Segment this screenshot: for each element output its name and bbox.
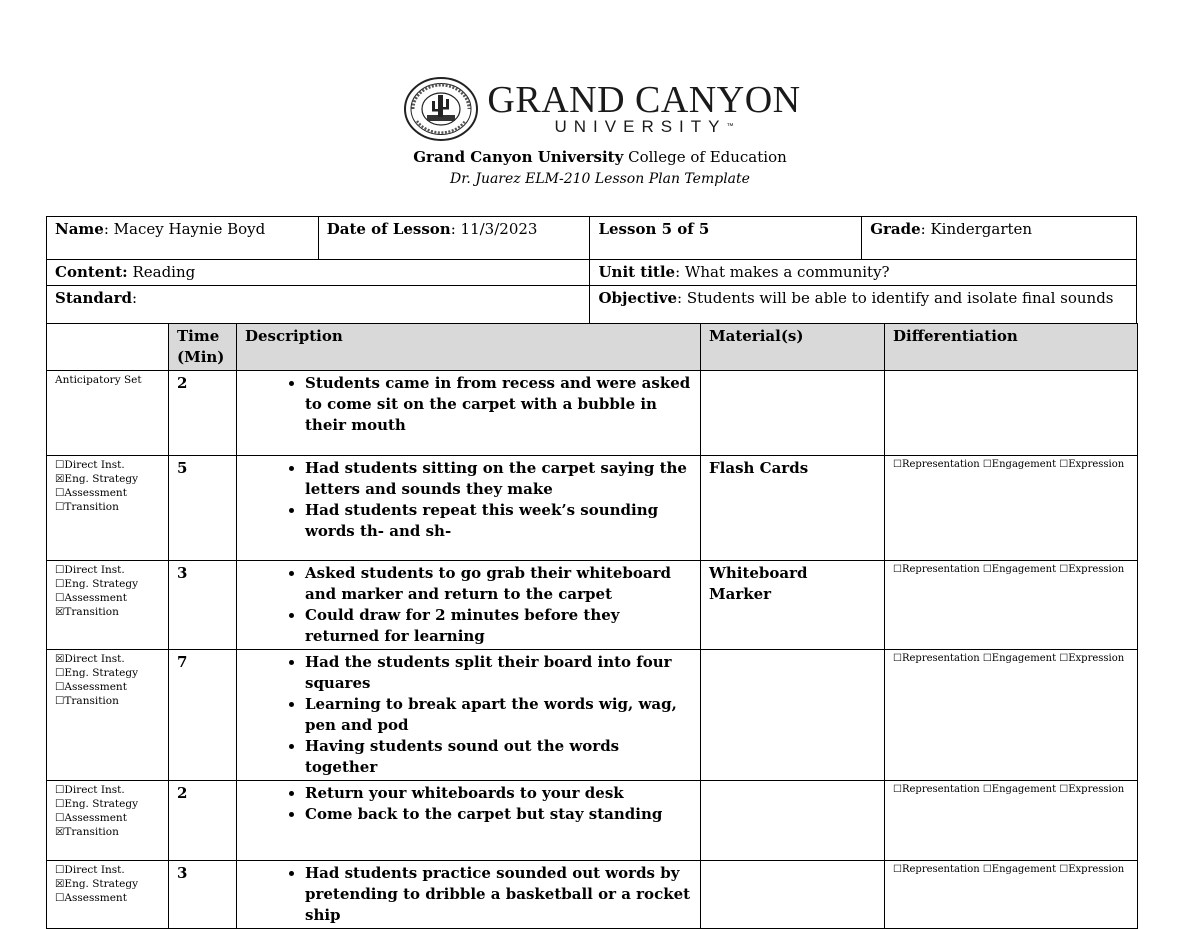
description-item: • Having students sound out the words together [305,736,692,778]
college-line: Grand Canyon University College of Education [413,148,787,166]
materials-cell [701,861,885,929]
description-item: • Students came in from recess and were asked to come sit on the carpet with a bubble in their mouth [305,373,692,436]
description-cell [237,861,701,929]
university-logo [4,78,1200,140]
description-item: • Learning to break apart the words wig, wag, pen and pod [305,694,692,736]
materials-cell [701,456,885,561]
stage-checkbox-label: ☐Eng. Strategy [55,798,139,810]
material-item: Whiteboard [709,564,808,582]
time-cell: 3 [169,861,237,929]
stage-checkbox-label: ☐Assessment [55,487,127,499]
stage-checkbox-label: ☐Transition [55,501,119,513]
description-cell [237,650,701,781]
lesson-plan-table [46,323,1138,929]
description-item: • Return your whiteboards to your desk [305,783,692,804]
description-list [245,783,692,825]
content-cell: Content: Reading [47,260,590,286]
lesson-info-table [46,216,1137,329]
description-list [245,458,692,542]
stage-checkbox-label: ☐Direct Inst. [55,459,125,471]
description-item: • Come back to the carpet but stay standing [305,804,692,825]
differentiation-cell: ☐Representation ☐Engagement ☐Expression [885,861,1138,929]
description-cell [237,456,701,561]
time-cell: 5 [169,456,237,561]
differentiation-cell: ☐Representation ☐Engagement ☐Expression [885,456,1138,561]
stage-checkbox-label: ☒Eng. Strategy [55,473,139,485]
plan-row [47,650,1138,781]
differentiation-cell: ☐Representation ☐Engagement ☐Expression [885,561,1138,650]
stage-header-cell [47,324,169,371]
materials-cell [701,650,885,781]
time-cell: 3 [169,561,237,650]
differentiation-cell: ☐Representation ☐Engagement ☐Expression [885,650,1138,781]
materials-cell [701,371,885,456]
stage-cell [47,861,169,929]
description-item: • Had students practice sounded out words by pretending to dribble a basketball or a rocket ship [305,863,692,926]
time-cell: 2 [169,371,237,456]
description-item: • Had students sitting on the carpet saying the letters and sounds they make [305,458,692,500]
description-item: • Could draw for 2 minutes before they returned for learning [305,605,692,647]
materials-header: Material(s) [701,324,885,371]
document-header [0,78,1200,189]
stage-cell [47,650,169,781]
stage-checkbox-label: ☒Eng. Strategy [55,878,139,890]
stage-checkbox-label: ☐Eng. Strategy [55,667,139,679]
material-item: Flash Cards [709,459,809,477]
material-item: Marker [709,585,772,603]
logo-subtitle: UNIVERSITY [554,116,727,136]
differentiation-header: Differentiation [885,324,1138,371]
unit-title-cell: Unit title: What makes a community? [590,260,1137,286]
date-cell: Date of Lesson: 11/3/2023 [318,217,590,260]
grade-cell: Grade: Kindergarten [862,217,1137,260]
materials-cell [701,561,885,650]
objective-cell: Objective: Students will be able to identify and isolate final sounds [590,286,1137,329]
stage-checkbox-label: ☐Direct Inst. [55,564,125,576]
stage-checkbox-label: ☐Assessment [55,892,127,904]
description-list [245,563,692,647]
description-header: Description [237,324,701,371]
description-list [245,863,692,926]
stage-checkbox-label: ☒Transition [55,826,119,838]
university-seal-icon [403,77,479,141]
time-header: Time (Min) [169,324,237,371]
stage-checkbox-label: ☐Assessment [55,681,127,693]
name-cell: Name: Macey Haynie Boyd [47,217,319,260]
description-list [245,373,692,436]
lesson-number-cell: Lesson 5 of 5 [590,217,862,260]
trademark: ™ [726,122,734,130]
description-cell [237,781,701,861]
description-item: • Had the students split their board into four squares [305,652,692,694]
stage-cell [47,456,169,561]
description-cell [237,561,701,650]
logo-wordmark: GRAND CANYON [487,78,801,121]
stage-cell [47,781,169,861]
stage-cell [47,561,169,650]
stage-checkbox-label: ☐Transition [55,695,119,707]
stage-checkbox-label: ☒Direct Inst. [55,653,125,665]
stage-checkbox-label: ☐Direct Inst. [55,784,125,796]
time-cell: 7 [169,650,237,781]
stage-cell [47,371,169,456]
description-cell [237,371,701,456]
description-item: • Had students repeat this week’s sounding words th- and sh- [305,500,692,542]
description-item: • Asked students to go grab their whiteboard and marker and return to the carpet [305,563,692,605]
differentiation-cell: ☐Representation ☐Engagement ☐Expression [885,781,1138,861]
stage-checkbox-label: ☐Assessment [55,592,127,604]
plan-row [47,371,1138,456]
differentiation-cell [885,371,1138,456]
stage-checkbox-label: ☐Assessment [55,812,127,824]
plan-row [47,456,1138,561]
stage-checkbox-label: ☐Direct Inst. [55,864,125,876]
plan-row [47,561,1138,650]
plan-row [47,781,1138,861]
time-cell: 2 [169,781,237,861]
description-list [245,652,692,778]
stage-checkbox-label: Anticipatory Set [55,374,142,386]
standard-cell: Standard: [47,286,590,329]
template-title: Dr. Juarez ELM-210 Lesson Plan Template [450,171,750,187]
stage-checkbox-label: ☒Transition [55,606,119,618]
plan-row [47,861,1138,929]
stage-checkbox-label: ☐Eng. Strategy [55,578,139,590]
materials-cell [701,781,885,861]
